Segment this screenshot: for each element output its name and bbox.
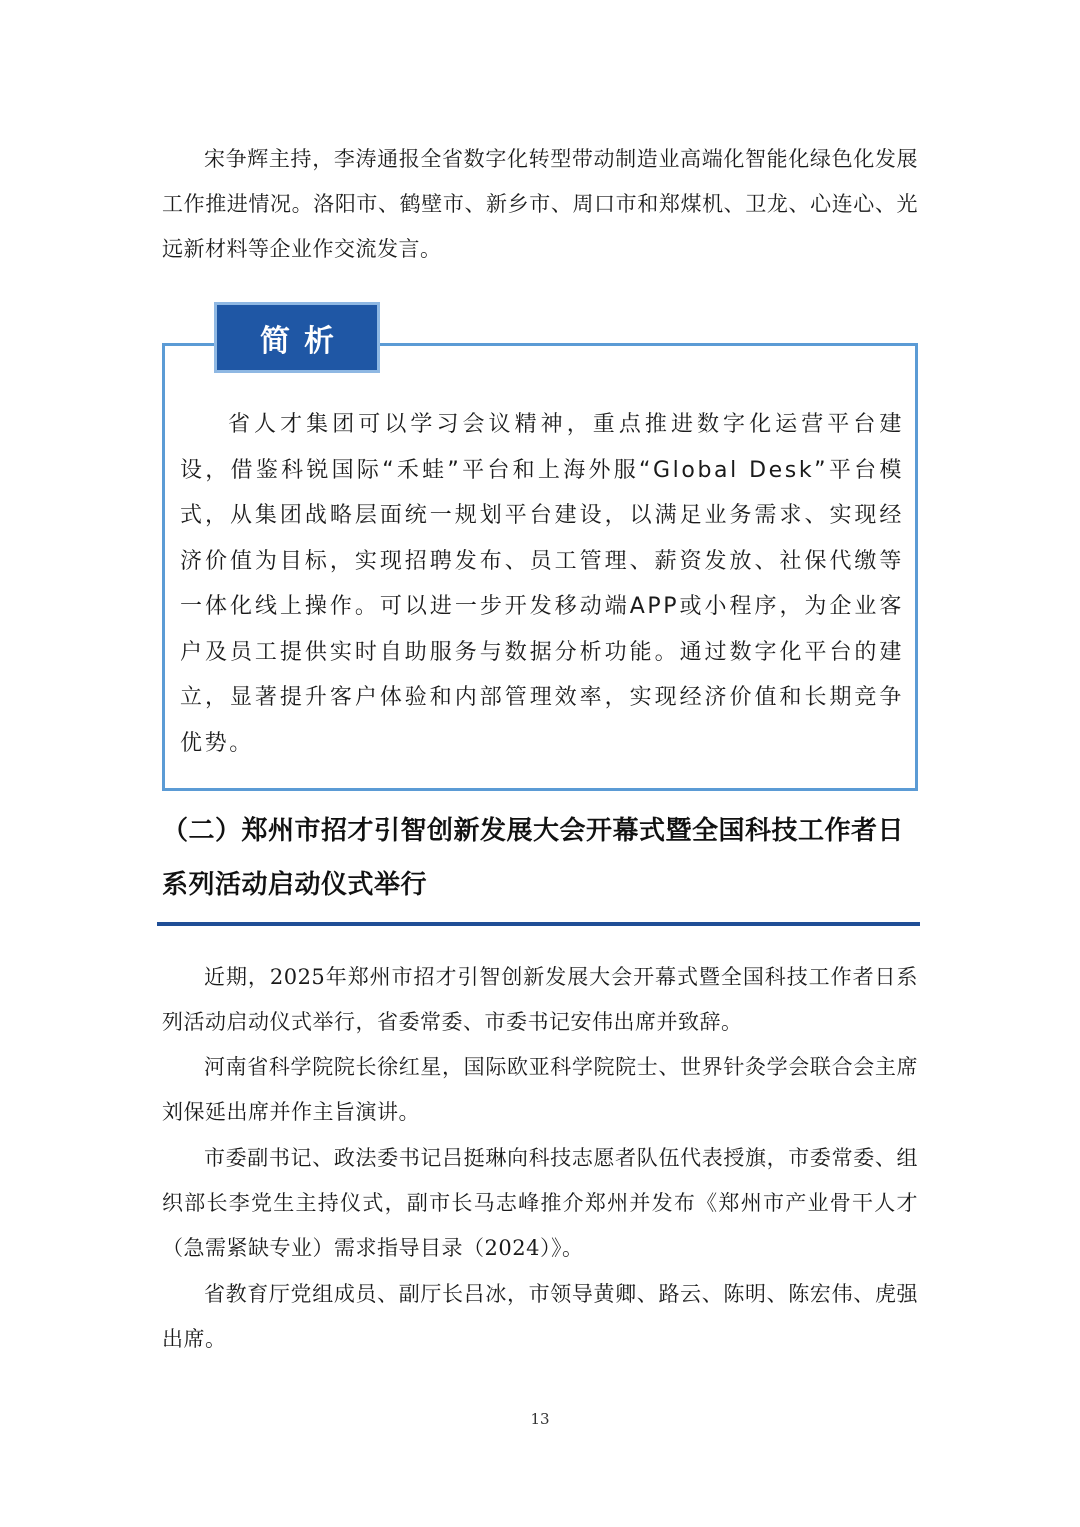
body-paragraph-1: 近期，2025年郑州市招才引智创新发展大会开幕式暨全国科技工作者日系列活动启动仪式举行，省委常委、市委书记安伟出席并致辞。 <box>162 965 918 1034</box>
analysis-text: 省人才集团可以学习会议精神，重点推进数字化运营平台建设，借鉴科锐国际“禾蛙”平台和上海外服“Global Desk”平台模式，从集团战略层面统一规划平台建设，以满足业务需求、实现经济价值为目标，实现招聘发布、员工管理、薪资发放、社保代缴等一体化线上操作。可以进一步开发移动端APP或小程序，为企业客户及员工提供实时自助服务与数据分析功能。通过数字化平台的建立，显著提升客户体验和内部管理效率，实现经济价值和长期竞争优势。 <box>180 412 904 756</box>
heading-divider <box>157 922 920 926</box>
page-number: 13 <box>530 1410 550 1428</box>
body-paragraph-2: 河南省科学院院长徐红星，国际欧亚科学院院士、世界针灸学会联合会主席刘保延出席并作主旨演讲。 <box>162 1055 918 1124</box>
section-heading: （二）郑州市招才引智创新发展大会开幕式暨全国科技工作者日系列活动启动仪式举行 <box>162 816 905 900</box>
analysis-label: 简析 <box>214 302 380 373</box>
body-paragraph-3: 市委副书记、政法委书记吕挺琳向科技志愿者队伍代表授旗，市委常委、组织部长李党生主持仪式，副市长马志峰推介郑州并发布《郑州市产业骨干人才（急需紧缺专业）需求指导目录（2024）》。 <box>162 1146 918 1260</box>
body-paragraph-4: 省教育厅党组成员、副厅长吕冰，市领导黄卿、路云、陈明、陈宏伟、虎强出席。 <box>162 1282 918 1351</box>
intro-paragraph: 宋争辉主持，李涛通报全省数字化转型带动制造业高端化智能化绿色化发展工作推进情况。洛阳市、鹤壁市、新乡市、周口市和郑煤机、卫龙、心连心、光远新材料等企业作交流发言。 <box>162 147 918 261</box>
